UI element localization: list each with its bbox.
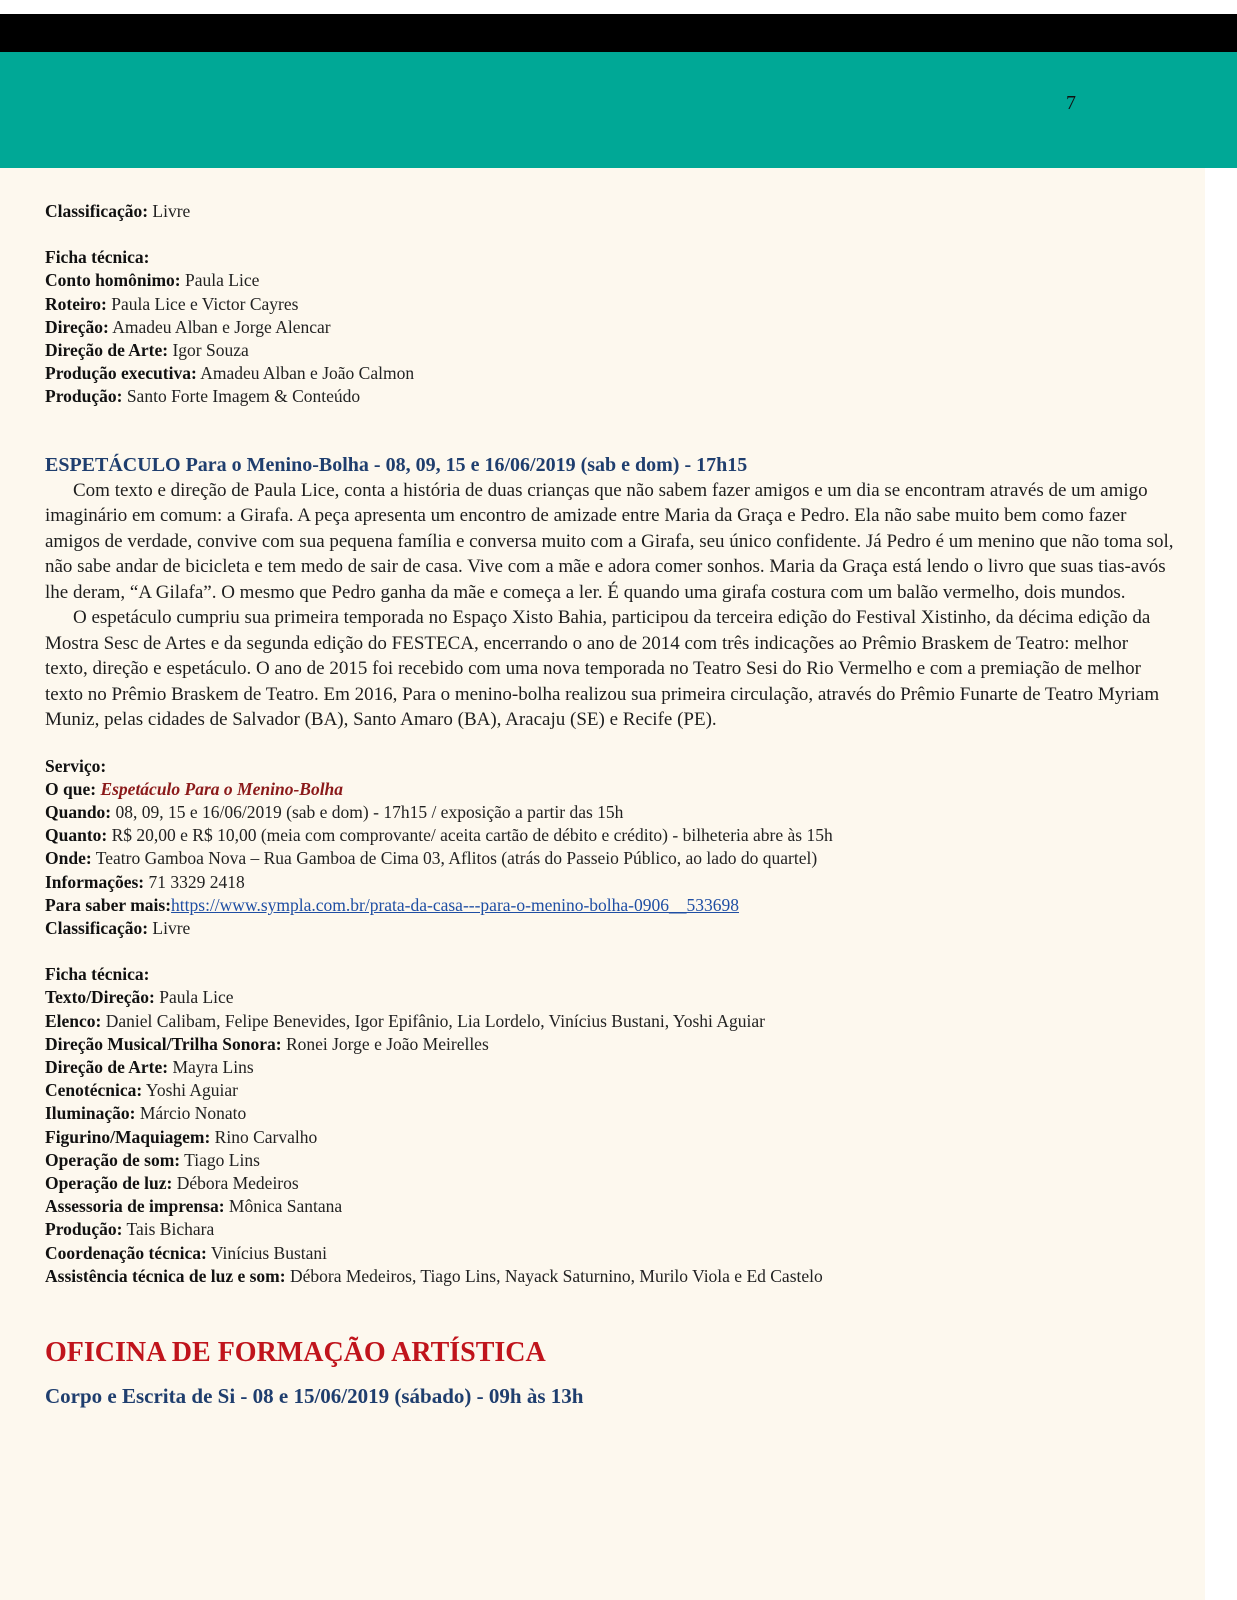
servico-classificacao: Classificação: Livre xyxy=(45,918,191,939)
ficha-row: Assistência técnica de luz e som: Débora Medeiros, Tiago Lins, Nayack Saturnino, Murilo Viola e Ed Castelo xyxy=(45,1265,823,1286)
sympla-link[interactable]: https://www.sympla.com.br/prata-da-casa---para-o-menino-bolha-0906__533698 xyxy=(171,894,739,915)
servico-o-que: O que: Espetáculo Para o Menino-Bolha xyxy=(45,778,344,799)
ficha-row: Direção de Arte: Igor Souza xyxy=(45,340,249,361)
ficha-row: Direção: Amadeu Alban e Jorge Alencar xyxy=(45,316,331,337)
ficha-row: Direção Musical/Trilha Sonora: Ronei Jorge e João Meirelles xyxy=(45,1033,489,1054)
classificacao-line: Classificação: Livre xyxy=(45,201,191,221)
servico-onde: Onde: Teatro Gamboa Nova – Rua Gamboa de Cima 03, Aflitos (atrás do Passeio Público, ao lado do quartel) xyxy=(45,848,818,869)
ficha-row: Conto homônimo: Paula Lice xyxy=(45,270,260,291)
header-black-bar xyxy=(0,14,1237,52)
espetaculo-heading: ESPETÁCULO Para o Menino-Bolha - 08, 09, 15 e 16/06/2019 (sab e dom) - 17h15 xyxy=(45,453,748,476)
servico-title: Serviço: xyxy=(45,755,107,776)
ficha-row: Produção: Santo Forte Imagem & Conteúdo xyxy=(45,386,361,407)
ficha-row: Operação de luz: Débora Medeiros xyxy=(45,1173,299,1194)
oficina-subtitle: Corpo e Escrita de Si - 08 e 15/06/2019 (sábado) - 09h às 13h xyxy=(45,1384,584,1409)
oficina-title: OFICINA DE FORMAÇÃO ARTÍSTICA xyxy=(45,1337,546,1369)
ficha-row: Direção de Arte: Mayra Lins xyxy=(45,1057,254,1078)
ficha-row: Elenco: Daniel Calibam, Felipe Benevides, Igor Epifânio, Lia Lordelo, Vinícius Bustani, Yoshi Aguiar xyxy=(45,1010,765,1031)
ficha-row: Coordenação técnica: Vinícius Bustani xyxy=(45,1242,328,1263)
ficha-row: Assessoria de imprensa: Mônica Santana xyxy=(45,1196,343,1217)
servico-quanto: Quanto: R$ 20,00 e R$ 10,00 (meia com comprovante/ aceita cartão de débito e crédito) - bilheteria abre às 15h xyxy=(45,825,833,846)
ficha-title: Ficha técnica: xyxy=(45,247,150,268)
ficha-row: Produção executiva: Amadeu Alban e João Calmon xyxy=(45,363,415,384)
servico-quando: Quando: 08, 09, 15 e 16/06/2019 (sab e dom) - 17h15 / exposição a partir das 15h xyxy=(45,802,624,823)
ficha-title: Ficha técnica: xyxy=(45,964,150,985)
ficha-row: Iluminação: Márcio Nonato xyxy=(45,1103,247,1124)
document-content xyxy=(45,200,1175,1410)
ficha-row: Figurino/Maquiagem: Rino Carvalho xyxy=(45,1126,318,1147)
ficha-row: Produção: Tais Bichara xyxy=(45,1219,215,1240)
page-number: 7 xyxy=(1066,92,1076,114)
ficha-row: Texto/Direção: Paula Lice xyxy=(45,987,234,1008)
espetaculo-paragraph: Com texto e direção de Paula Lice, conta a história de duas crianças que não sabem fazer amigos e um dia se encontram através de um amigo imaginário em comum: a Girafa. A peça apresenta um encontro de amizade entre Maria da Graça e Pedro. Ela não sabe muito bem como fazer amigos de verdade, convive com sua pequena família e conversa muito com a Girafa, seu único confidente. Já Pedro é um menino que não toma sol, não sabe andar de bicicleta e tem medo de sair de casa. Vive com a mãe e adora comer sonhos. Maria da Graça está lendo o livro que suas tias-avós lhe deram, “A Gilafa”. O mesmo que Pedro ganha da mãe e começa a ler. É quando uma girafa costura com um balão vermelho, dois mundos. xyxy=(45,479,1174,603)
header-teal-band xyxy=(0,52,1237,168)
ficha-row: Roteiro: Paula Lice e Victor Cayres xyxy=(45,293,299,314)
ficha-row: Operação de som: Tiago Lins xyxy=(45,1149,260,1170)
servico-saber-mais: Para saber mais:https://www.sympla.com.br/prata-da-casa---para-o-menino-bolha-0906__533698 xyxy=(45,894,739,915)
espetaculo-paragraph: O espetáculo cumpriu sua primeira temporada no Espaço Xisto Bahia, participou da terceira edição do Festival Xistinho, da décima edição da Mostra Sesc de Artes e da segunda edição do FESTECA, encerrando o ano de 2014 com três indicações ao Prêmio Braskem de Teatro: melhor texto, direção e espetáculo. O ano de 2015 foi recebido com uma nova temporada no Teatro Sesi do Rio Vermelho e com a premiação de melhor texto no Prêmio Braskem de Teatro. Em 2016, Para o menino-bolha realizou sua primeira circulação, através do Prêmio Funarte de Teatro Myriam Muniz, pelas cidades de Salvador (BA), Santo Amaro (BA), Aracaju (SE) e Recife (PE). xyxy=(45,607,1160,731)
servico-informacoes: Informações: 71 3329 2418 xyxy=(45,871,245,892)
ficha-row: Cenotécnica: Yoshi Aguiar xyxy=(45,1080,238,1101)
